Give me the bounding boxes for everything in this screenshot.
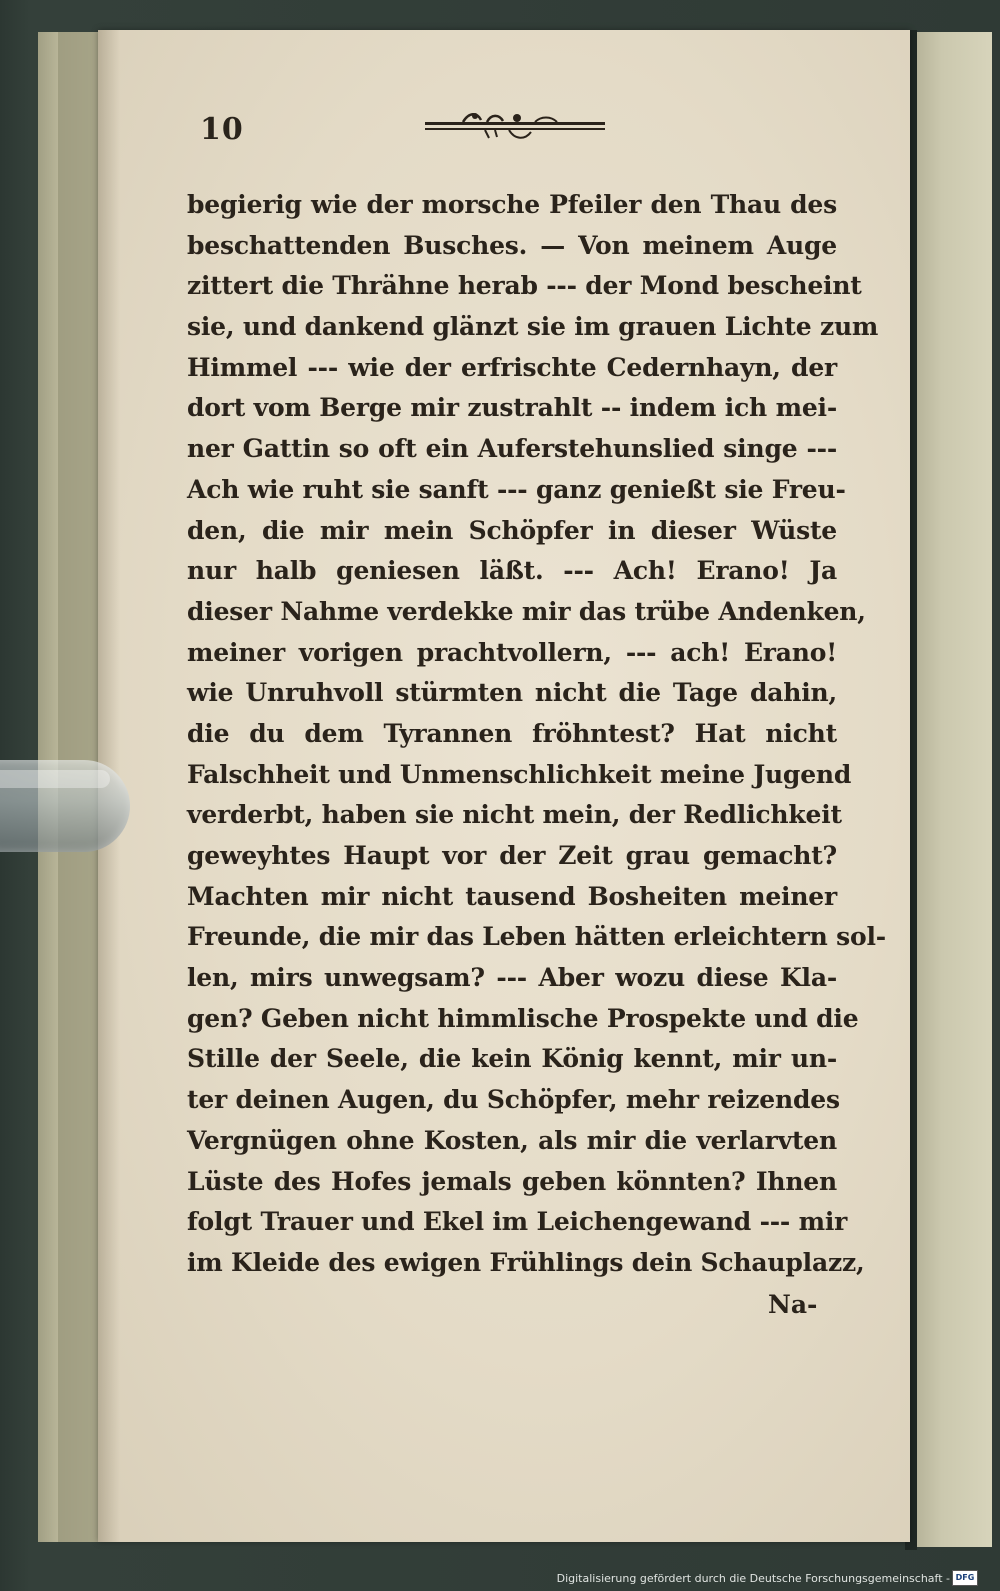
text-line: dieser Nahme verdekke mir das trübe Andenken, [187, 596, 866, 626]
text-line: beschattenden Busches. — Von meinem Auge [187, 230, 837, 260]
text-line: meiner vorigen prachtvollern, --- ach! Erano! [187, 637, 837, 667]
text-line: sie, und dankend glänzt sie im grauen Lichte zum [187, 312, 879, 342]
dfg-logo: DFG [952, 1570, 978, 1586]
text-line: im Kleide des ewigen Frühlings dein Schauplazz, [187, 1247, 865, 1277]
text-line: ter deinen Augen, du Schöpfer, mehr reizendes [187, 1085, 840, 1115]
text-line: Himmel --- wie der erfrischte Cedernhayn, der [187, 352, 837, 382]
text-line: Lüste des Hofes jemals geben könnten? Ihnen [187, 1166, 837, 1196]
text-line: Falschheit und Unmenschlichkeit meine Jugend [187, 759, 852, 789]
text-line: nur halb geniesen läßt. --- Ach! Erano! Ja [187, 556, 837, 586]
underlying-page-right [912, 32, 992, 1547]
text-line: ner Gattin so oft ein Auferstehunslied singe --- [187, 434, 837, 464]
text-line: dort vom Berge mir zustrahlt -- indem ich mei- [187, 393, 837, 423]
text-line: die du dem Tyrannen fröhntest? Hat nicht [187, 718, 837, 748]
text-line: folgt Trauer und Ekel im Leichengewand --- mir [187, 1207, 848, 1237]
text-line: Vergnügen ohne Kosten, als mir die verlarvten [187, 1125, 837, 1155]
text-line: zittert die Thrähne herab --- der Mond bescheint [187, 271, 862, 301]
text-line: wie Unruhvoll stürmten nicht die Tage dahin, [187, 678, 837, 708]
text-line: len, mirs unwegsam? --- Aber wozu diese Kla- [187, 963, 837, 993]
page-number: 10 [200, 112, 244, 147]
body-text [187, 185, 886, 1284]
text-line: den, die mir mein Schöpfer in dieser Wüste [187, 515, 837, 545]
text-line: Ach wie ruht sie sanft --- ganz genießt sie Freu- [187, 474, 846, 504]
text-line: Stille der Seele, die kein König kennt, mir un- [187, 1044, 837, 1074]
catchword: Na- [768, 1290, 818, 1319]
text-line: geweyhtes Haupt vor der Zeit grau gemacht? [187, 841, 837, 870]
page-holder-clip-highlight [0, 770, 110, 788]
text-line: begierig wie der morsche Pfeiler den Thau des [187, 190, 837, 219]
header-ornament-icon [425, 110, 605, 150]
text-line: gen? Geben nicht himmlische Prospekte und die [187, 1003, 859, 1033]
text-line: Machten mir nicht tausend Bosheiten meiner [187, 881, 837, 911]
text-line: verderbt, haben sie nicht mein, der Redlichkeit [187, 800, 842, 830]
text-line: Freunde, die mir das Leben hätten erleichtern sol- [187, 922, 886, 952]
digitization-credit: Digitalisierung gefördert durch die Deutsche Forschungsgemeinschaft - [556, 1572, 950, 1585]
